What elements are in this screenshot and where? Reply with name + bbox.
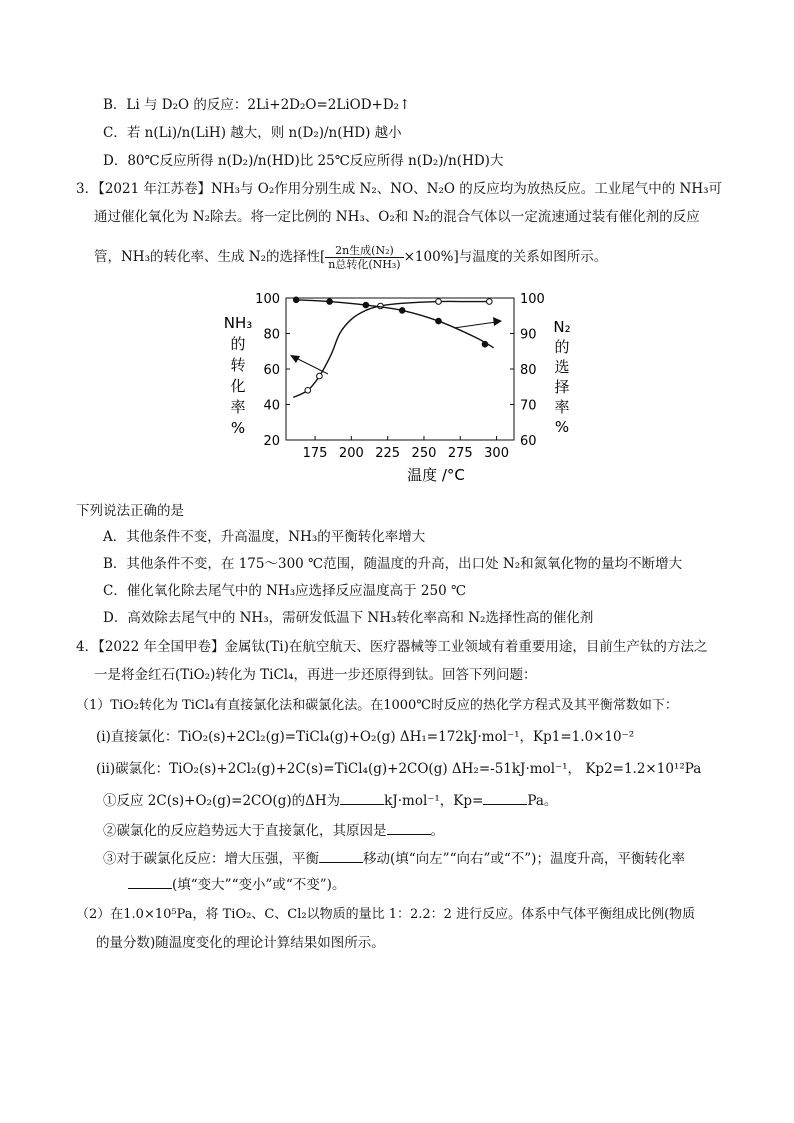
- q4-subq-a: [103, 792, 557, 810]
- y-left-tick-label: 60: [263, 363, 280, 378]
- x-tick-label: 275: [447, 446, 473, 461]
- y-right-label-char: 率: [554, 398, 570, 416]
- x-axis-label: 温度 /°C: [407, 466, 465, 484]
- selectivity-fraction: [325, 244, 403, 271]
- chart-ticks: [255, 292, 545, 461]
- y-right-label-char: N₂: [553, 318, 571, 336]
- q4-subq-a-post: Pa。: [527, 793, 558, 809]
- right-axis-arrowhead: [493, 317, 502, 326]
- y-left-label-char: NH₃: [223, 314, 253, 332]
- q2-option-c: C．若 n(Li)/n(LiH) 越大，则 n(D₂)/n(HD) 越小: [103, 125, 402, 141]
- n2-selectivity-point: [363, 302, 369, 308]
- y-right-label-char: %: [554, 418, 570, 436]
- y-right-tick-label: 100: [520, 292, 545, 307]
- q3-option-b: B．其他条件不变，在 175～300 ℃范围，随温度的升高，出口处 N₂和氮氧化物的量均不断增大: [103, 556, 683, 572]
- n2-selectivity-point: [399, 308, 405, 314]
- q4-subq-c2-post: (填“变大”“变小”或“不变”)。: [172, 877, 346, 893]
- q4-source: 【2022 年全国甲卷】: [98, 639, 225, 655]
- answer-blank[interactable]: [128, 876, 172, 889]
- y-right-tick-label: 70: [520, 398, 537, 414]
- q4-subq-b-pre: ②碳氯化的反应趋势远大于直接氯化，其原因是: [103, 823, 387, 839]
- y-left-label-char: 率: [230, 398, 246, 416]
- n2-selectivity-point: [436, 318, 442, 324]
- x-tick-label: 200: [338, 446, 364, 461]
- q4-subq-c: [103, 850, 685, 868]
- series-line: [293, 301, 489, 397]
- y-right-tick-label: 60: [520, 434, 537, 449]
- x-tick-label: 300: [484, 446, 509, 461]
- y-left-tick-label: 20: [263, 434, 280, 449]
- q3-question: 下列说法正确的是: [76, 503, 184, 519]
- plot-frame: [286, 298, 514, 440]
- nh3-conversion-point: [487, 299, 493, 305]
- q4-subq-a-pre: ①反应 2C(s)+O₂(g)=2CO(g)的ΔH为: [103, 793, 341, 809]
- q4-number: 4．: [76, 639, 99, 655]
- y-right-tick-label: 80: [520, 363, 537, 378]
- series-line: [296, 300, 494, 348]
- y-left-tick-label: 40: [263, 398, 280, 414]
- q4-direct-chlorination: (ⅰ)直接氯化：TiO₂(s)+2Cl₂(g)=TiCl₄(g)+O₂(g) ΔH₁=172kJ·mol⁻¹，Kp1=1.0×10⁻²: [96, 729, 635, 745]
- y-left-label-char: %: [230, 419, 246, 437]
- y-right-label-char: 选: [554, 358, 570, 376]
- q3-option-c: C．催化氧化除去尾气中的 NH₃应选择反应温度高于 250 ℃: [103, 583, 467, 599]
- q3-stem-line1: NH₃与 O₂作用分别生成 N₂、NO、N₂O 的反应均为放热反应。工业尾气中的 NH₃可: [211, 181, 723, 197]
- q4-stem-line1: 金属钛(Ti)在航空航天、医疗器械等工业领域有着重要用途，目前生产钛的方法之: [224, 639, 708, 655]
- n2-selectivity-point: [327, 299, 333, 305]
- q4-subq-c-post: 移动(填“向左”“向右”或“不”)；温度升高，平衡转化率: [363, 851, 685, 867]
- fraction-denominator: n总转化(NH₃): [328, 258, 401, 271]
- q4-subq-c2: [128, 876, 345, 894]
- x-tick-label: 250: [411, 446, 437, 461]
- n2-selectivity-point: [482, 341, 488, 347]
- answer-blank[interactable]: [340, 792, 384, 805]
- q4-part1-intro: （1）TiO₂转化为 TiCl₄有直接氯化法和碳氯化法。在1000℃时反应的热化学方程式及其平衡常数如下：: [76, 698, 678, 713]
- chart-series: [293, 297, 493, 397]
- q2-option-b: B．Li 与 D₂O 的反应：2Li+2D₂O=2LiOD+D₂↑: [103, 97, 411, 113]
- q3-stem-line3: [94, 244, 607, 271]
- y-left-label-char: 转: [230, 356, 246, 374]
- q3-option-a: A．其他条件不变，升高温度，NH₃的平衡转化率增大: [103, 529, 426, 545]
- q3-header: [76, 180, 722, 198]
- left-axis-arrow: [296, 358, 328, 374]
- q4-part2-line1: （2）在1.0×10⁵Pa，将 TiO₂、C、Cl₂以物质的量比 1：2.2：2 进行反应。体系中气体平衡组成比例(物质: [76, 907, 696, 922]
- nh3-conversion-point: [305, 388, 311, 394]
- q3-source: 【2021 年江苏卷】: [98, 181, 211, 197]
- y-left-tick-label: 80: [263, 327, 280, 343]
- y-right-label-char: 择: [554, 378, 570, 396]
- nh3-conversion-chart: [210, 282, 590, 494]
- answer-blank[interactable]: [387, 822, 431, 835]
- x-tick-label: 225: [375, 446, 401, 461]
- fraction-numerator: 2n生成(N₂): [325, 244, 403, 258]
- answer-blank[interactable]: [483, 792, 527, 805]
- q4-subq-c-pre: ③对于碳氯化反应：增大压强，平衡: [103, 851, 319, 867]
- y-right-label-char: 的: [554, 338, 570, 356]
- q4-subq-a-mid: kJ·mol⁻¹，Kp=: [384, 793, 484, 809]
- right-axis-arrow: [454, 322, 496, 328]
- q3-stem-line3-post: ×100%]与温度的关系如图所示。: [403, 249, 608, 265]
- q2-option-d: D．80℃反应所得 n(D₂)/n(HD)比 25℃反应所得 n(D₂)/n(HD)大: [103, 153, 504, 169]
- q4-carbochlorination: (ⅱ)碳氯化：TiO₂(s)+2Cl₂(g)+2C(s)=TiCl₄(g)+2CO(g) ΔH₂=-51kJ·mol⁻¹， Kp2=1.2×10¹²Pa: [96, 761, 702, 777]
- y-left-label-char: 化: [230, 377, 246, 395]
- q4-subq-b-post: 。: [430, 823, 444, 839]
- q4-subq-b: [103, 822, 444, 840]
- nh3-conversion-point: [317, 373, 323, 379]
- q4-header: [76, 638, 707, 656]
- x-tick-label: 175: [302, 446, 328, 461]
- q3-option-d: D．高效除去尾气中的 NH₃，需研发低温下 NH₃转化率高和 N₂选择性高的催化剂: [103, 610, 594, 626]
- y-right-tick-label: 90: [520, 327, 537, 343]
- q3-stem-line3-pre: 管，NH₃的转化率、生成 N₂的选择性[: [94, 249, 326, 265]
- y-left-tick-label: 100: [255, 292, 280, 307]
- q3-number: 3．: [76, 181, 99, 197]
- chart-axes: [286, 298, 514, 440]
- y-left-label-char: 的: [230, 335, 246, 353]
- n2-selectivity-point: [293, 297, 299, 303]
- answer-blank[interactable]: [319, 850, 363, 863]
- q4-stem-line2: 一是将金红石(TiO₂)转化为 TiCl₄，再进一步还原得到钛。回答下列问题：: [94, 667, 537, 683]
- nh3-conversion-point: [436, 299, 442, 305]
- q3-stem-line2: 通过催化氧化为 N₂除去。将一定比例的 NH₃、O₂和 N₂的混合气体以一定流速通过装有催化剂的反应: [94, 209, 700, 225]
- q4-part2-line2: 的量分数)随温度变化的理论计算结果如图所示。: [96, 935, 385, 951]
